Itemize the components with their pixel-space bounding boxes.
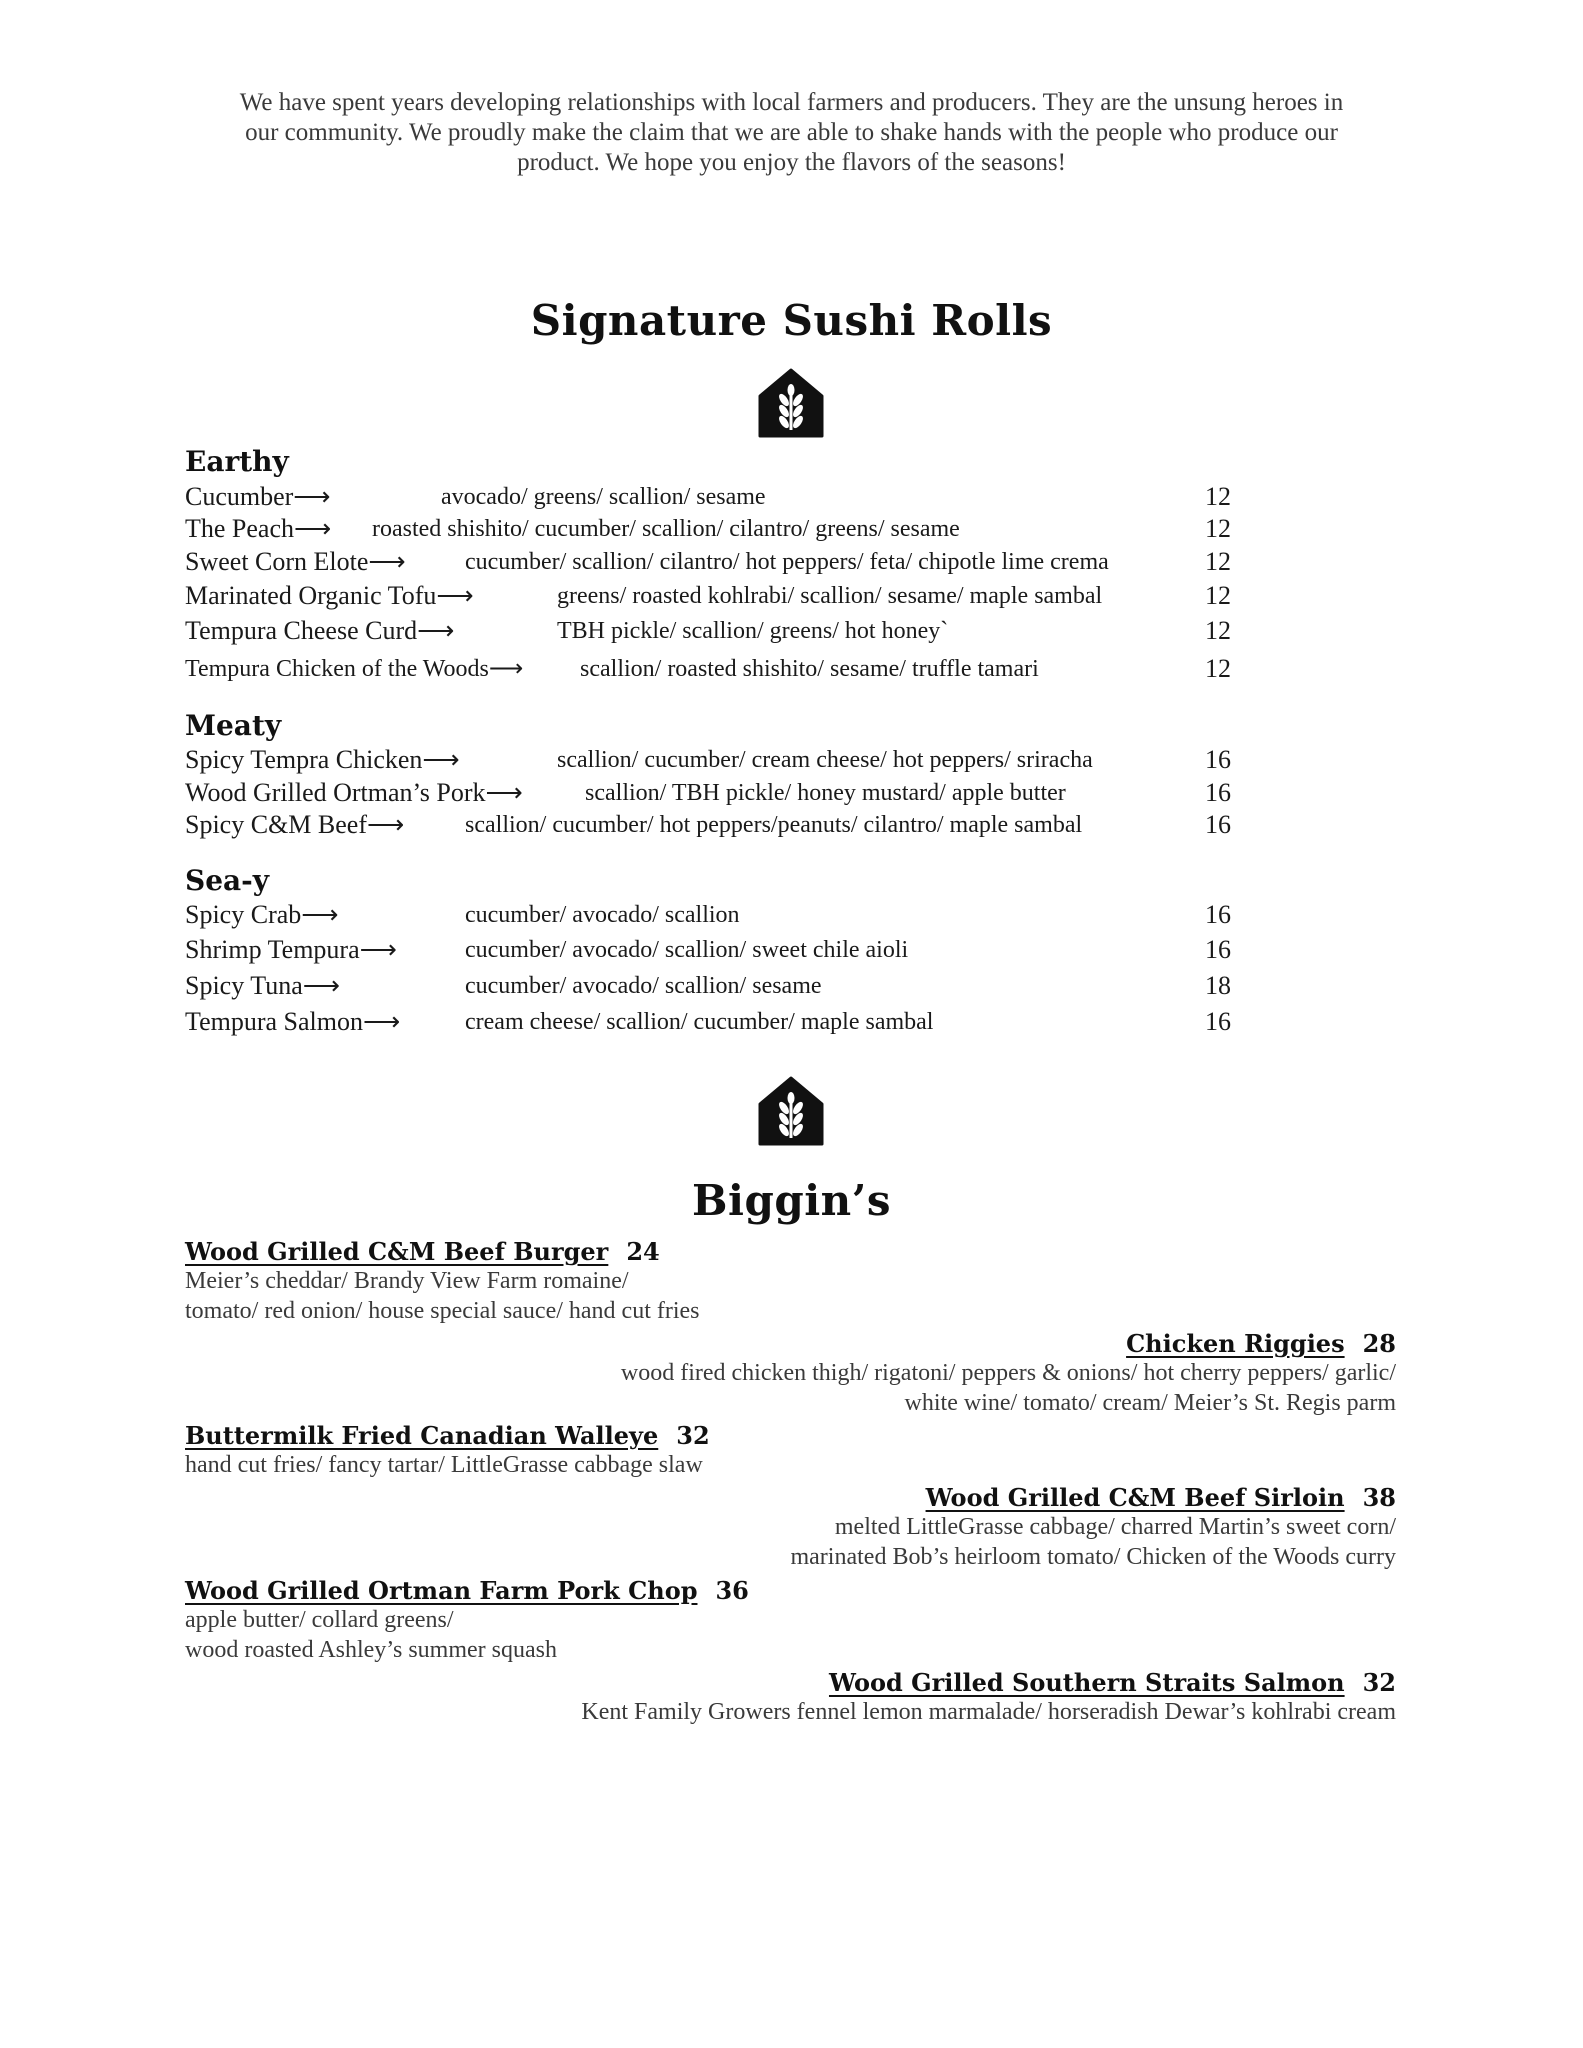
intro-paragraph bbox=[180, 88, 1403, 178]
dish-description bbox=[790, 1512, 1396, 1572]
intro-line: product. We hope you enjoy the flavors of the seasons! bbox=[517, 149, 1066, 176]
sushi-section-title: Signature Sushi Rolls bbox=[530, 296, 1053, 345]
dish-name: Wood Grilled Southern Straits Salmon bbox=[828, 1668, 1345, 1697]
roll-price: 16 bbox=[1205, 778, 1231, 807]
roll-name: The Peach⟶ bbox=[185, 514, 332, 543]
roll-name: Tempura Cheese Curd⟶ bbox=[185, 616, 455, 645]
dish-name: Wood Grilled C&M Beef Burger bbox=[185, 1237, 609, 1266]
dish-title bbox=[926, 1483, 1396, 1512]
dish-title bbox=[1126, 1329, 1396, 1358]
roll-price: 12 bbox=[1205, 547, 1231, 576]
roll-item bbox=[185, 547, 1235, 579]
roll-price: 16 bbox=[1205, 810, 1231, 839]
dish-name: Wood Grilled C&M Beef Sirloin bbox=[925, 1483, 1345, 1512]
dish-price: 36 bbox=[715, 1576, 749, 1605]
roll-desc: cucumber/ avocado/ scallion/ sesame bbox=[465, 973, 822, 999]
intro-line: We have spent years developing relationships with local farmers and producers. They are the unsung heroes in bbox=[239, 89, 1344, 116]
roll-price: 12 bbox=[1205, 581, 1231, 610]
roll-desc: greens/ roasted kohlrabi/ scallion/ sesame/ maple sambal bbox=[557, 583, 1103, 609]
dish-desc-line: wood roasted Ashley’s summer squash bbox=[185, 1637, 557, 1663]
roll-desc: scallion/ roasted shishito/ sesame/ truffle tamari bbox=[580, 656, 1039, 682]
roll-price: 16 bbox=[1205, 745, 1231, 774]
roll-desc: roasted shishito/ cucumber/ scallion/ cilantro/ greens/ sesame bbox=[372, 516, 960, 542]
dish-desc-line: tomato/ red onion/ house special sauce/ hand cut fries bbox=[185, 1298, 700, 1324]
roll-desc: cucumber/ scallion/ cilantro/ hot peppers/ feta/ chipotle lime crema bbox=[465, 549, 1109, 575]
dish-description bbox=[185, 1605, 557, 1665]
roll-item bbox=[185, 810, 1235, 842]
roll-price: 12 bbox=[1205, 654, 1231, 683]
roll-name: Cucumber⟶ bbox=[185, 482, 331, 511]
house-wheat-icon bbox=[756, 1074, 826, 1146]
roll-item bbox=[185, 1007, 1235, 1039]
dish-price: 32 bbox=[1362, 1668, 1396, 1697]
dish-desc-line: Kent Family Growers fennel lemon marmalade/ horseradish Dewar’s kohlrabi cream bbox=[581, 1699, 1396, 1725]
dish-desc-line: Meier’s cheddar/ Brandy View Farm romaine/ bbox=[185, 1268, 629, 1294]
roll-item bbox=[185, 482, 1235, 514]
dish-title bbox=[829, 1668, 1396, 1697]
category-meaty: Meaty bbox=[185, 709, 282, 742]
roll-price: 12 bbox=[1205, 514, 1231, 543]
roll-item bbox=[185, 900, 1235, 932]
roll-price: 16 bbox=[1205, 1007, 1231, 1036]
dish-desc-line: apple butter/ collard greens/ bbox=[185, 1607, 454, 1633]
roll-name: Wood Grilled Ortman’s Pork⟶ bbox=[185, 778, 523, 807]
dish-name: Wood Grilled Ortman Farm Pork Chop bbox=[185, 1576, 698, 1605]
dish-price: 32 bbox=[676, 1421, 710, 1450]
roll-item bbox=[185, 654, 1235, 686]
dish-price: 28 bbox=[1362, 1329, 1396, 1358]
roll-name: Shrimp Tempura⟶ bbox=[185, 935, 397, 964]
dish-title bbox=[185, 1576, 749, 1605]
roll-price: 18 bbox=[1205, 971, 1231, 1000]
intro-line: our community. We proudly make the claim that we are able to shake hands with the people who produce our bbox=[245, 119, 1338, 146]
dish-desc-line: white wine/ tomato/ cream/ Meier’s St. Regis parm bbox=[904, 1390, 1396, 1416]
dish-description bbox=[185, 1266, 700, 1326]
roll-item bbox=[185, 971, 1235, 1003]
roll-desc: cucumber/ avocado/ scallion bbox=[465, 902, 740, 928]
dish-description bbox=[581, 1697, 1396, 1727]
dish-description bbox=[185, 1450, 703, 1480]
roll-desc: cucumber/ avocado/ scallion/ sweet chile aioli bbox=[465, 937, 909, 963]
dish-desc-line: wood fired chicken thigh/ rigatoni/ peppers & onions/ hot cherry peppers/ garlic/ bbox=[620, 1360, 1396, 1386]
roll-name: Spicy Crab⟶ bbox=[185, 900, 339, 929]
dish-title bbox=[185, 1421, 710, 1450]
dish-desc-line: marinated Bob’s heirloom tomato/ Chicken of the Woods curry bbox=[790, 1544, 1396, 1570]
roll-item bbox=[185, 745, 1235, 777]
roll-item bbox=[185, 778, 1235, 810]
roll-price: 16 bbox=[1205, 935, 1231, 964]
roll-name: Spicy Tempra Chicken⟶ bbox=[185, 745, 460, 774]
biggins-section-title: Biggin’s bbox=[692, 1176, 891, 1225]
dish-price: 24 bbox=[626, 1237, 660, 1266]
roll-name: Spicy Tuna⟶ bbox=[185, 971, 341, 1000]
roll-name: Sweet Corn Elote⟶ bbox=[185, 547, 406, 576]
roll-price: 12 bbox=[1205, 616, 1231, 645]
dish-name: Buttermilk Fried Canadian Walleye bbox=[185, 1421, 659, 1450]
roll-name: Marinated Organic Tofu⟶ bbox=[185, 581, 474, 610]
roll-price: 12 bbox=[1205, 482, 1231, 511]
roll-desc: scallion/ cucumber/ cream cheese/ hot peppers/ sriracha bbox=[557, 747, 1093, 773]
category-earthy: Earthy bbox=[185, 445, 289, 478]
roll-name: Tempura Chicken of the Woods⟶ bbox=[185, 656, 524, 682]
dish-price: 38 bbox=[1362, 1483, 1396, 1512]
dish-title bbox=[185, 1237, 660, 1266]
roll-item bbox=[185, 581, 1235, 613]
category-sea-y: Sea-y bbox=[185, 864, 270, 897]
roll-item bbox=[185, 514, 1235, 546]
dish-description bbox=[621, 1358, 1396, 1418]
roll-name: Spicy C&M Beef⟶ bbox=[185, 810, 405, 839]
dish-name: Chicken Riggies bbox=[1126, 1329, 1345, 1358]
roll-desc: scallion/ cucumber/ hot peppers/peanuts/ cilantro/ maple sambal bbox=[465, 812, 1083, 838]
roll-desc: scallion/ TBH pickle/ honey mustard/ apple butter bbox=[585, 780, 1066, 806]
dish-desc-line: melted LittleGrasse cabbage/ charred Martin’s sweet corn/ bbox=[834, 1514, 1396, 1540]
roll-item bbox=[185, 616, 1235, 648]
dish-desc-line: hand cut fries/ fancy tartar/ LittleGrasse cabbage slaw bbox=[185, 1452, 703, 1478]
house-wheat-icon bbox=[756, 366, 826, 438]
roll-item bbox=[185, 935, 1235, 967]
roll-desc: TBH pickle/ scallion/ greens/ hot honey` bbox=[557, 618, 949, 644]
roll-name: Tempura Salmon⟶ bbox=[185, 1007, 401, 1036]
roll-desc: cream cheese/ scallion/ cucumber/ maple sambal bbox=[465, 1009, 934, 1035]
roll-price: 16 bbox=[1205, 900, 1231, 929]
roll-desc: avocado/ greens/ scallion/ sesame bbox=[441, 484, 766, 510]
